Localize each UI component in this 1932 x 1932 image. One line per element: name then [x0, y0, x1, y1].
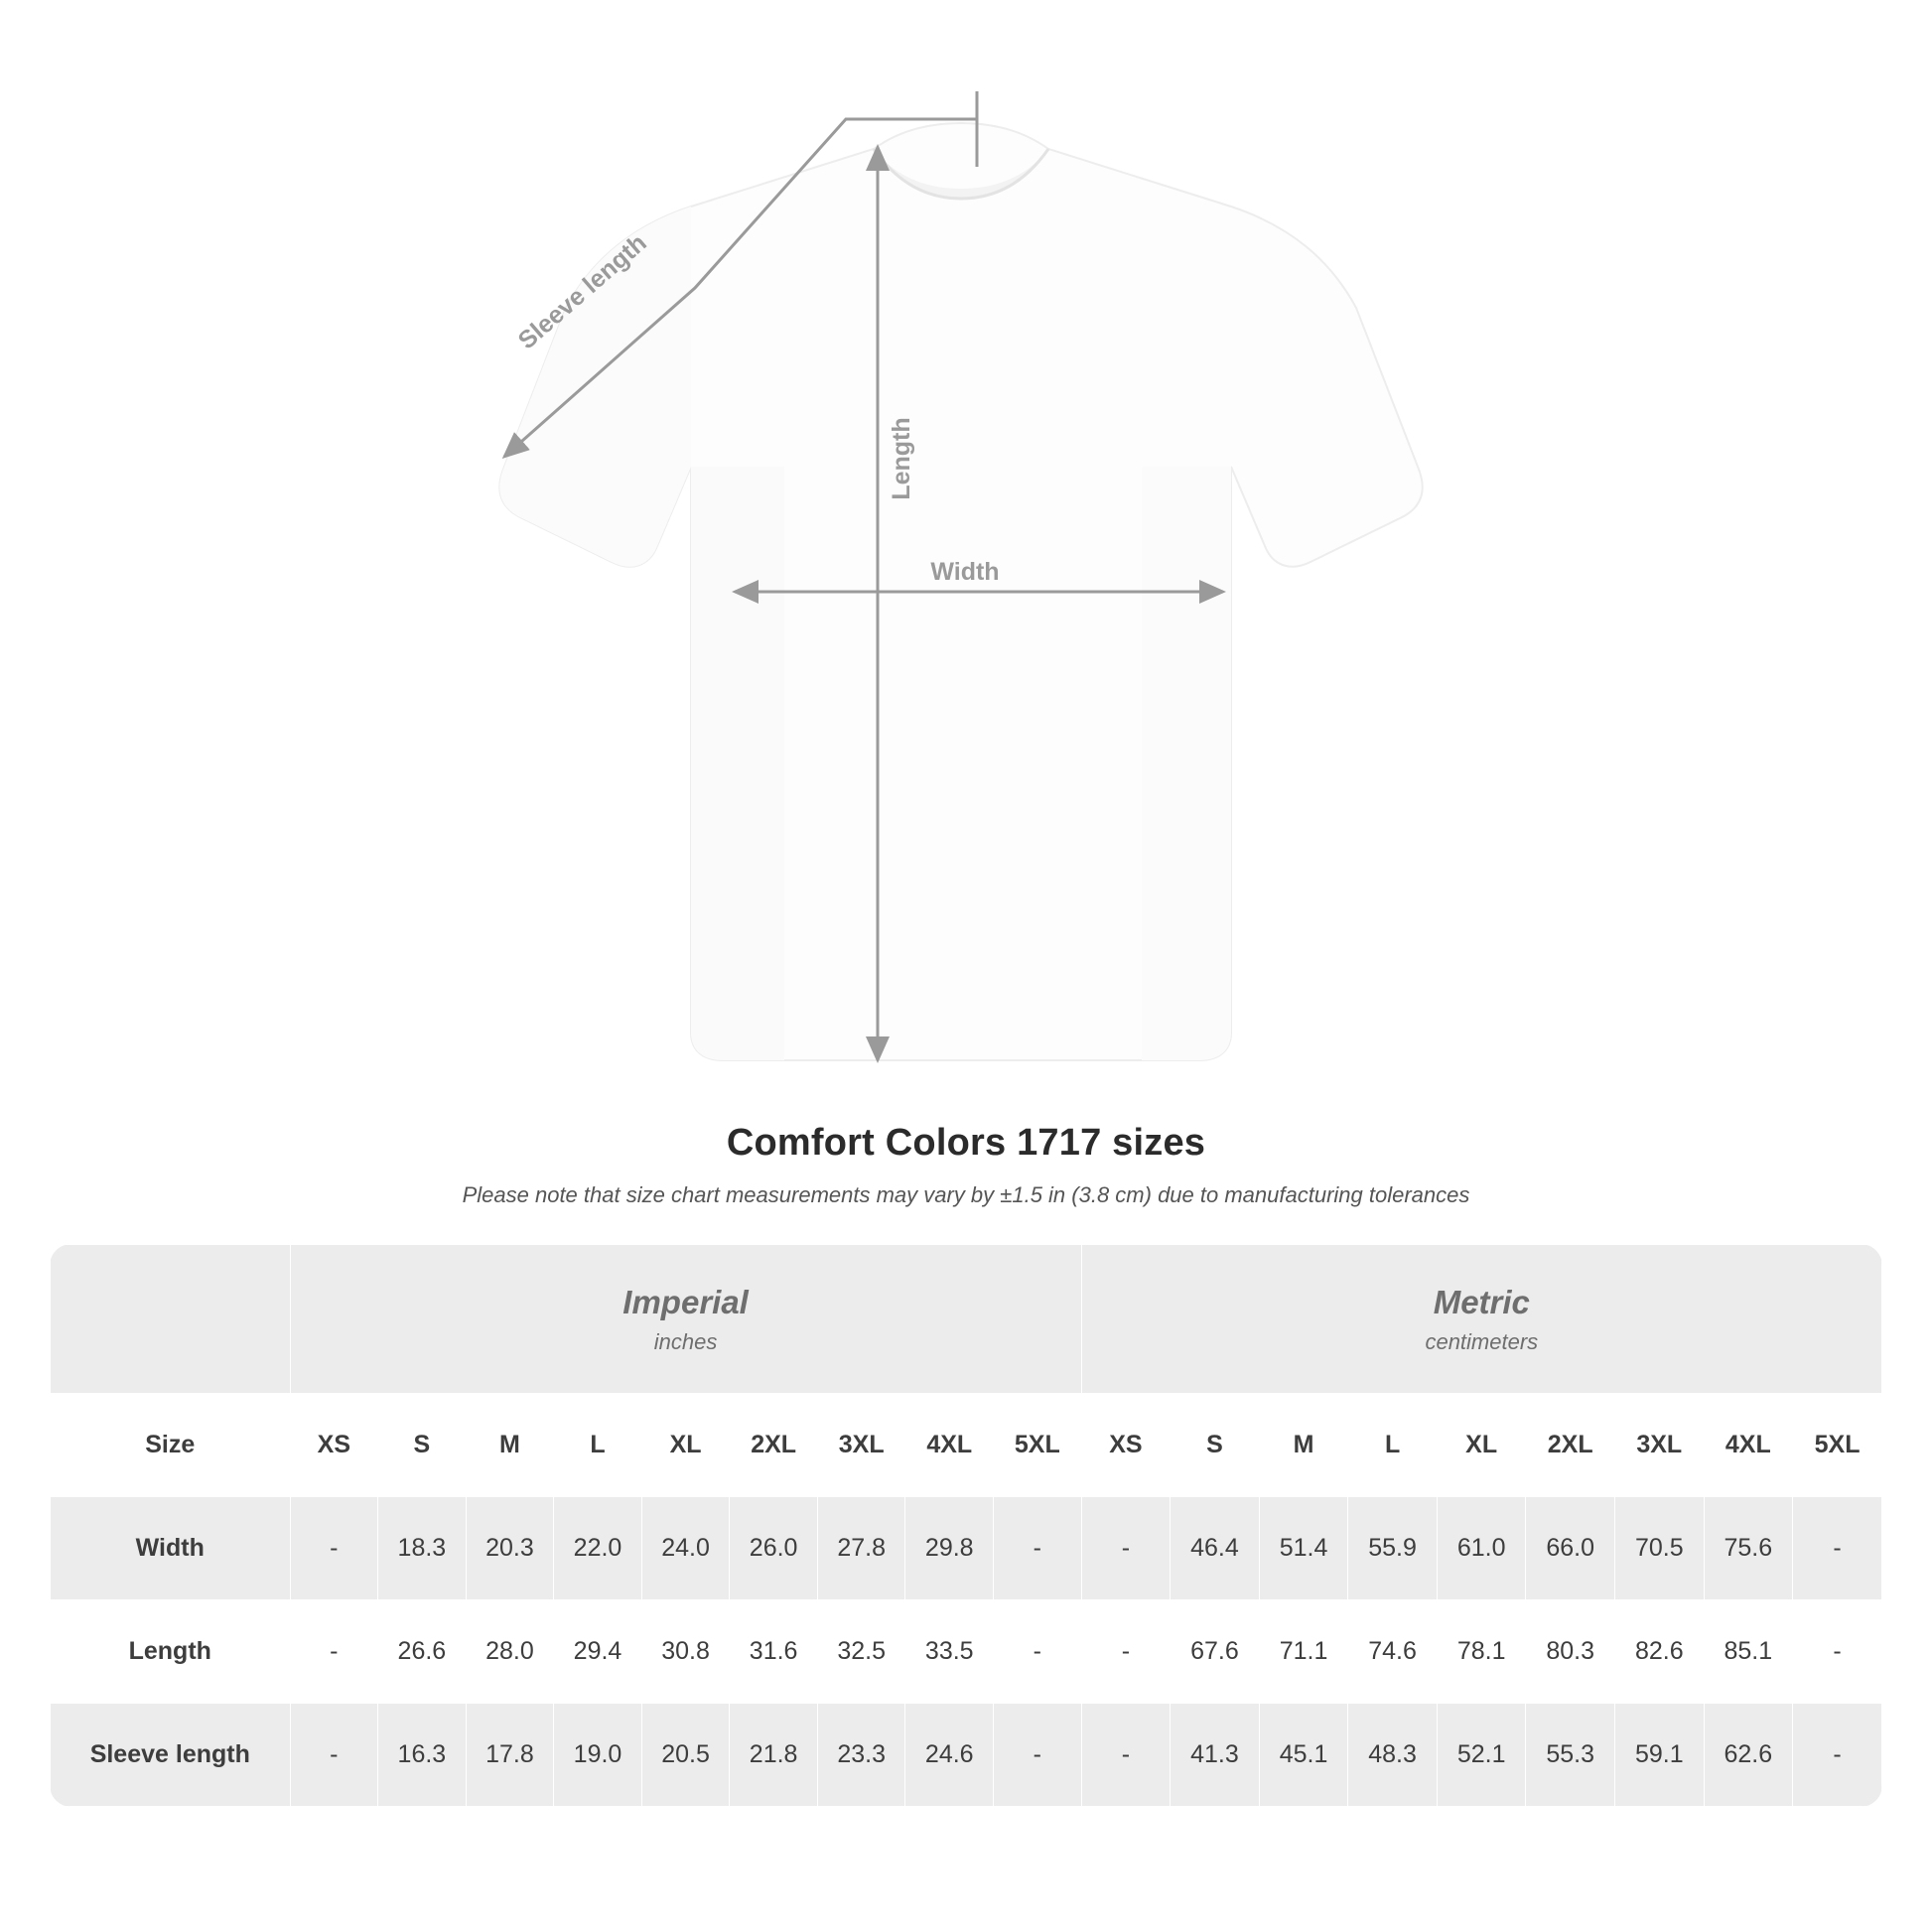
- cell-width-metric-3xl: 70.5: [1615, 1497, 1705, 1600]
- size-table: [50, 1244, 1882, 1807]
- cell-length-metric-5xl: -: [1793, 1600, 1882, 1704]
- sleeve-length-label: Sleeve length: [512, 228, 652, 355]
- unit-sub-metric: centimeters: [1425, 1328, 1539, 1354]
- cell-sleeve-imperial-s: 16.3: [378, 1704, 467, 1807]
- cell-length-imperial-xs: -: [290, 1600, 378, 1704]
- unit-name-imperial: Imperial: [622, 1283, 749, 1320]
- size-header-imperial-2xl: 2XL: [730, 1394, 818, 1497]
- cell-sleeve-imperial-2xl: 21.8: [730, 1704, 818, 1807]
- table-row-length: [51, 1600, 1882, 1704]
- cell-sleeve-metric-s: 41.3: [1171, 1704, 1260, 1807]
- size-header-metric-xs: XS: [1081, 1394, 1171, 1497]
- cell-sleeve-imperial-3xl: 23.3: [817, 1704, 905, 1807]
- size-table-wrapper: [50, 1244, 1882, 1807]
- cell-width-imperial-2xl: 26.0: [730, 1497, 818, 1600]
- size-header-metric-4xl: 4XL: [1704, 1394, 1793, 1497]
- cell-sleeve-metric-3xl: 59.1: [1615, 1704, 1705, 1807]
- cell-length-metric-xs: -: [1081, 1600, 1171, 1704]
- unit-name-metric: Metric: [1433, 1283, 1530, 1320]
- size-header-imperial-xs: XS: [290, 1394, 378, 1497]
- cell-length-imperial-2xl: 31.6: [730, 1600, 818, 1704]
- cell-width-imperial-4xl: 29.8: [905, 1497, 994, 1600]
- cell-length-imperial-5xl: -: [994, 1600, 1082, 1704]
- cell-sleeve-metric-xl: 52.1: [1437, 1704, 1526, 1807]
- cell-width-metric-l: 55.9: [1348, 1497, 1438, 1600]
- cell-sleeve-imperial-xs: -: [290, 1704, 378, 1807]
- size-header-imperial-l: L: [554, 1394, 642, 1497]
- size-header-imperial-m: M: [466, 1394, 554, 1497]
- cell-sleeve-imperial-4xl: 24.6: [905, 1704, 994, 1807]
- unit-sub-imperial: inches: [653, 1328, 718, 1354]
- cell-length-metric-s: 67.6: [1171, 1600, 1260, 1704]
- length-label: Length: [888, 417, 915, 500]
- size-header-row: [51, 1394, 1882, 1497]
- unit-header-metric: [1081, 1245, 1881, 1394]
- page-title: Comfort Colors 1717 sizes: [726, 1122, 1206, 1164]
- cell-length-metric-4xl: 85.1: [1704, 1600, 1793, 1704]
- cell-sleeve-metric-5xl: -: [1793, 1704, 1882, 1807]
- size-header-metric-s: S: [1171, 1394, 1260, 1497]
- cell-width-metric-m: 51.4: [1259, 1497, 1348, 1600]
- table-row-sleeve-length: [51, 1704, 1882, 1807]
- cell-sleeve-imperial-5xl: -: [994, 1704, 1082, 1807]
- cell-sleeve-metric-2xl: 55.3: [1526, 1704, 1615, 1807]
- cell-width-imperial-l: 22.0: [554, 1497, 642, 1600]
- size-header-imperial-s: S: [378, 1394, 467, 1497]
- title-block: [0, 1122, 1932, 1208]
- cell-sleeve-metric-xs: -: [1081, 1704, 1171, 1807]
- cell-length-metric-l: 74.6: [1348, 1600, 1438, 1704]
- cell-width-imperial-5xl: -: [994, 1497, 1082, 1600]
- size-header-metric-m: M: [1259, 1394, 1348, 1497]
- cell-width-imperial-s: 18.3: [378, 1497, 467, 1600]
- size-header-metric-5xl: 5XL: [1793, 1394, 1882, 1497]
- size-header-imperial-5xl: 5XL: [994, 1394, 1082, 1497]
- cell-sleeve-metric-4xl: 62.6: [1704, 1704, 1793, 1807]
- cell-width-metric-2xl: 66.0: [1526, 1497, 1615, 1600]
- cell-length-imperial-3xl: 32.5: [817, 1600, 905, 1704]
- cell-width-metric-4xl: 75.6: [1704, 1497, 1793, 1600]
- tolerance-note: Please note that size chart measurements may vary by ±1.5 in (3.8 cm) due to manufacturing tolerances: [462, 1182, 1470, 1207]
- cell-length-metric-xl: 78.1: [1437, 1600, 1526, 1704]
- cell-length-imperial-xl: 30.8: [641, 1600, 730, 1704]
- cell-sleeve-metric-m: 45.1: [1259, 1704, 1348, 1807]
- size-header-metric-l: L: [1348, 1394, 1438, 1497]
- size-header-metric-2xl: 2XL: [1526, 1394, 1615, 1497]
- cell-sleeve-metric-l: 48.3: [1348, 1704, 1438, 1807]
- cell-length-metric-m: 71.1: [1259, 1600, 1348, 1704]
- cell-sleeve-imperial-xl: 20.5: [641, 1704, 730, 1807]
- cell-width-metric-s: 46.4: [1171, 1497, 1260, 1600]
- unit-header-blank: [51, 1245, 291, 1394]
- cell-width-metric-xs: -: [1081, 1497, 1171, 1600]
- cell-width-metric-xl: 61.0: [1437, 1497, 1526, 1600]
- unit-header-row: [51, 1245, 1882, 1394]
- size-header-imperial-4xl: 4XL: [905, 1394, 994, 1497]
- cell-length-imperial-l: 29.4: [554, 1600, 642, 1704]
- width-label: Width: [930, 558, 1000, 586]
- size-header-imperial-3xl: 3XL: [817, 1394, 905, 1497]
- size-header-imperial-xl: XL: [641, 1394, 730, 1497]
- cell-length-imperial-4xl: 33.5: [905, 1600, 994, 1704]
- row-label-width: Width: [51, 1497, 291, 1600]
- cell-length-imperial-s: 26.6: [378, 1600, 467, 1704]
- cell-sleeve-imperial-l: 19.0: [554, 1704, 642, 1807]
- cell-width-imperial-xs: -: [290, 1497, 378, 1600]
- cell-width-metric-5xl: -: [1793, 1497, 1882, 1600]
- cell-length-metric-3xl: 82.6: [1615, 1600, 1705, 1704]
- unit-header-imperial: [290, 1245, 1081, 1394]
- row-label-sleeve-length: Sleeve length: [51, 1704, 291, 1807]
- row-label-length: Length: [51, 1600, 291, 1704]
- size-header-metric-xl: XL: [1437, 1394, 1526, 1497]
- cell-sleeve-imperial-m: 17.8: [466, 1704, 554, 1807]
- cell-length-imperial-m: 28.0: [466, 1600, 554, 1704]
- cell-width-imperial-3xl: 27.8: [817, 1497, 905, 1600]
- cell-width-imperial-m: 20.3: [466, 1497, 554, 1600]
- size-header-metric-3xl: 3XL: [1615, 1394, 1705, 1497]
- table-row-width: [51, 1497, 1882, 1600]
- size-header-label: Size: [51, 1394, 291, 1497]
- cell-width-imperial-xl: 24.0: [641, 1497, 730, 1600]
- cell-length-metric-2xl: 80.3: [1526, 1600, 1615, 1704]
